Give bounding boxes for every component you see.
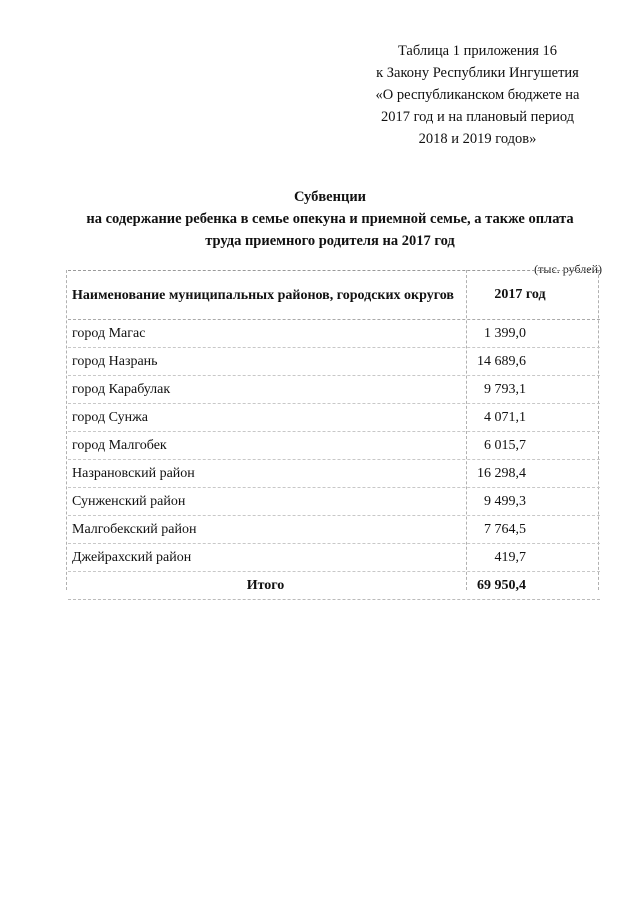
document-title xyxy=(40,186,620,252)
row-value: 6 015,7 xyxy=(484,437,526,453)
header-line: Таблица 1 приложения 16 xyxy=(397,43,558,59)
total-row xyxy=(68,572,600,600)
header-name-column: Наименование муниципальных районов, городских округов xyxy=(72,287,454,303)
row-name: город Карабулак xyxy=(72,381,171,397)
header-line: 2018 и 2019 годов» xyxy=(418,131,537,147)
table-left-border xyxy=(66,270,67,590)
row-value: 1 399,0 xyxy=(484,325,526,341)
row-value: 4 071,1 xyxy=(484,409,526,425)
table-row xyxy=(68,544,600,572)
header-line: к Закону Республики Ингушетия xyxy=(376,65,579,81)
row-value: 9 499,3 xyxy=(484,493,526,509)
row-name: Назрановский район xyxy=(72,465,195,481)
row-name: Малгобекский район xyxy=(72,521,197,537)
table-row xyxy=(68,320,600,348)
table-header xyxy=(68,271,600,320)
header-line: «О республиканском бюджете на xyxy=(375,87,580,103)
row-value: 7 764,5 xyxy=(484,521,526,537)
row-name: город Малгобек xyxy=(72,437,167,453)
unit-label: (тыс. рублей) xyxy=(534,262,602,276)
row-value: 16 298,4 xyxy=(477,465,526,481)
table-row xyxy=(68,488,600,516)
subsidy-table xyxy=(68,270,600,600)
table-row xyxy=(68,376,600,404)
row-value: 14 689,6 xyxy=(477,353,526,369)
appendix-reference xyxy=(355,40,600,150)
row-name: город Магас xyxy=(72,325,146,341)
header-year-column: 2017 год xyxy=(494,287,546,302)
header-line: 2017 год и на плановый период xyxy=(380,109,575,125)
table-row xyxy=(68,432,600,460)
row-name: город Сунжа xyxy=(72,409,148,425)
total-label: Итого xyxy=(246,577,285,593)
total-value: 69 950,4 xyxy=(477,577,526,593)
row-name: Сунженский район xyxy=(72,493,186,509)
title-line: труда приемного родителя на 2017 год xyxy=(205,233,455,249)
row-value: 9 793,1 xyxy=(484,381,526,397)
row-value: 419,7 xyxy=(494,549,526,565)
row-name: город Назрань xyxy=(72,353,158,369)
title-line: на содержание ребенка в семье опекуна и приемной семье, а также оплата xyxy=(86,211,574,227)
table-row xyxy=(68,460,600,488)
table-row xyxy=(68,348,600,376)
table-row xyxy=(68,516,600,544)
title-line: Субвенции xyxy=(293,189,367,205)
row-name: Джейрахский район xyxy=(72,549,192,565)
table-row xyxy=(68,404,600,432)
